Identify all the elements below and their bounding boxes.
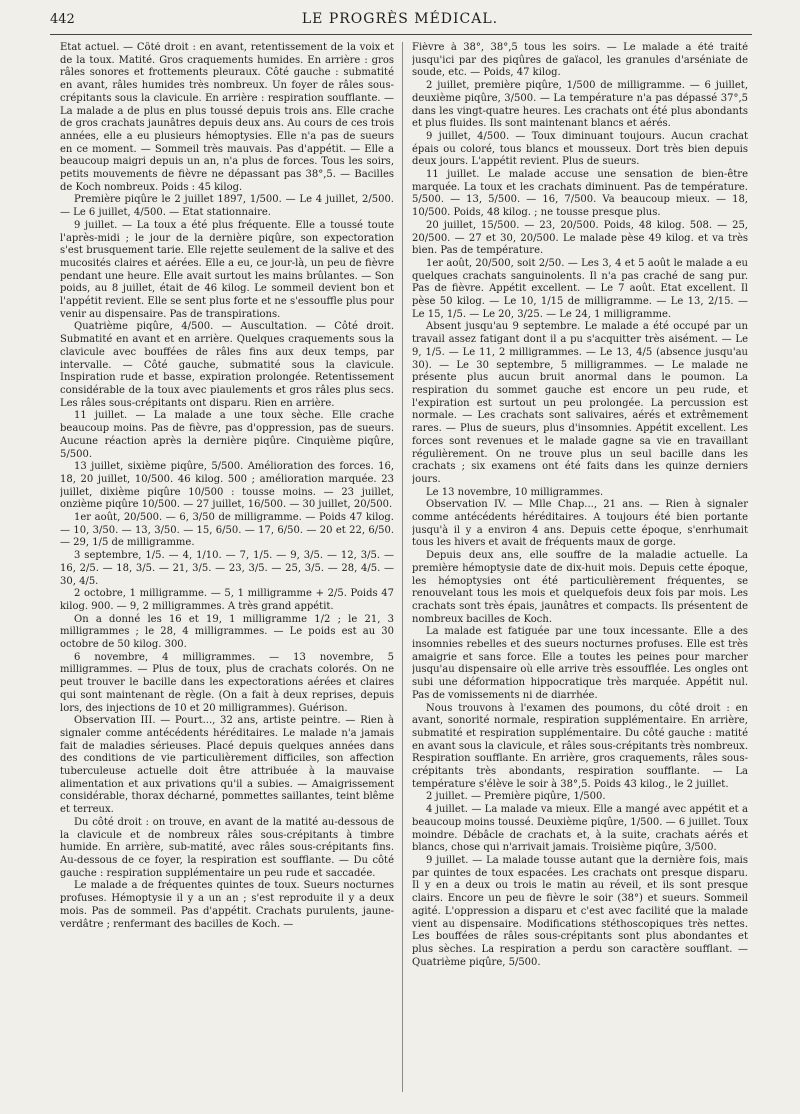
paragraph: 9 juillet, 4/500. — Toux diminuant toujours. Aucun crachat épais ou coloré, tous blancs et mousseux. Dort très bien depuis deux jours. L'appétit revient. Plus de sueurs. bbox=[412, 130, 748, 168]
paragraph: 11 juillet. — La malade a une toux sèche. Elle crache beaucoup moins. Pas de fièvre, pas d'oppression, pas de sueurs. Aucune réaction après la dernière piqûre. Cinquième piqûre, 5/500. bbox=[60, 410, 394, 460]
paragraph: 2 juillet. — Première piqûre, 1/500. bbox=[426, 791, 606, 803]
paragraph: 2 juillet, première piqûre, 1/500 de milligramme. — 6 juillet, deuxième piqûre, 3/500. — La température n'a pas dépassé 37°,5 dans les vingt-quatre heures. Les crachats ont été plus abondants et plus fluides. Ils sont maintenant blancs et aérés. bbox=[412, 80, 748, 130]
paragraph: 20 juillet, 15/500. — 23, 20/500. Poids, 48 kilog. 508. — 25, 20/500. — 27 et 30, 20/500. Le malade pèse 49 kilog. et va très bien. Pas de température. bbox=[412, 219, 748, 257]
paragraph: 6 novembre, 4 milligrammes. — 13 novembre, 5 milligrammes. — Plus de toux, plus de crachats colorés. On ne peut trouver le bacille dans les expectorations aérées et claires qui sont maintenant de règle. (On a fait à deux reprises, depuis lors, des injections de 10 et 20 milligrammes). Guérison. bbox=[60, 651, 394, 714]
paragraph: Première piqûre le 2 juillet 1897, 1/500. — Le 4 juillet, 2/500. — Le 6 juillet, 4/500. — Etat stationnaire. bbox=[60, 194, 394, 219]
paragraph: Le 13 novembre, 10 milligrammes. bbox=[426, 486, 604, 498]
paragraph: Absent jusqu'au 9 septembre. Le malade a été occupé par un travail assez fatigant dont il a pu s'acquitter très aisément. — Le 9, 1/5. — Le 11, 2 milligrammes. — Le 13, 4/5 (absence jusqu'au 30). — Le 30 septembre, 5 milligrammes. — Le malade ne présente plus aucun bruit anormal dans le poumon. La respiration du sommet gauche est encore un peu rude, et l'expiration est surtout un peu prolongée. La percussion est normale. — Les crachats sont salivaires, aérés et extrêmement rares. — Plus de sueurs, plus d'insomnies. Appétit excellent. Les forces sont revenues et le malade gagne sa vie en travaillant régulièrement. On ne trouve plus un seul bacille dans les crachats ; six examens ont été faits dans les quinze derniers jours. bbox=[412, 321, 748, 485]
page-header bbox=[50, 8, 750, 32]
paragraph: Le malade a de fréquentes quintes de toux. Sueurs nocturnes profuses. Hémoptysie il y a un an ; s'est reproduite il y a deux mois. Pas de sommeil. Pas d'appétit. Crachats purulents, jaune-verdâtre ; renfermant des bacilles de Koch. — bbox=[60, 880, 394, 930]
header-rule bbox=[50, 34, 752, 35]
paragraph: Etat actuel. — Côté droit : en avant, retentissement de la voix et de la toux. Matité. Gros craquements humides. En arrière : gros râles sonores et frottements pleuraux. Côté gauche : submatité en avant, râles humides très nombreux. Un foyer de râles sous-crépitants sous la clavicule. En arrière : respiration soufflante. — La malade a de plus en plus toussé depuis trois ans. Elle crache de gros crachats jaunâtres depuis deux ans. Au cours de ces trois années, elle a eu plusieurs hémoptysies. Elle n'a pas de sueurs en ce moment. — Sommeil très mauvais. Pas d'appétit. — Elle a beaucoup maigri depuis un an, n'a plus de forces. Tous les soirs, petits mouvements de fièvre ne dépassant pas 38°,5. — Bacilles de Koch nombreux. Poids : 45 kilog. bbox=[60, 42, 394, 193]
right-column bbox=[412, 42, 748, 1104]
paragraph: 2 octobre, 1 milligramme. — 5, 1 milligramme + 2/5. Poids 47 kilog. 900. — 9, 2 milligrammes. A très grand appétit. bbox=[60, 588, 394, 612]
paragraph: On a donné les 16 et 19, 1 milligramme 1/2 ; le 21, 3 milligrammes ; le 28, 4 milligrammes. — Le poids est au 30 octobre de 50 kilog. 300. bbox=[60, 613, 394, 651]
page-number: 442 bbox=[50, 12, 75, 27]
paragraph: 11 juillet. Le malade accuse une sensation de bien-être marquée. La toux et les crachats diminuent. Pas de température. 5/500. — 13, 5/500. — 16, 7/500. Va beaucoup mieux. — 18, 10/500. Poids, 48 kilog. ; ne tousse presque plus. bbox=[412, 169, 748, 219]
paragraph: Quatrième piqûre, 4/500. — Auscultation. — Côté droit. Submatité en avant et en arrière. Quelques craquements sous la clavicule avec bouffées de râles fins aux deux temps, par intervalle. — Côté gauche, submatité sous la clavicule. Inspiration rude et basse, expiration prolongée. Retentissement considérable de la toux avec piaulements et gros râles plus secs. Les râles sous-crépitants ont disparu. Rien en arrière. bbox=[60, 321, 394, 409]
paragraph: 13 juillet, sixième piqûre, 5/500. Amélioration des forces. 16, 18, 20 juillet, 10/500. 46 kilog. 500 ; amélioration marquée. 23 juillet, dixième piqûre 10/500 : tousse moins. — 23 juillet, onzième piqûre 10/500. — 27 juillet, 16/500. — 30 juillet, 20/500. bbox=[60, 461, 394, 511]
paragraph: Fièvre à 38°, 38°,5 tous les soirs. — Le malade a été traité jusqu'ici par des piqûres de gaïacol, les granules d'arséniate de soude, etc. — Poids, 47 kilog. bbox=[412, 42, 748, 79]
column-divider bbox=[402, 42, 403, 1092]
paragraph: 1er août, 20/500. — 6, 3/50 de milligramme. — Poids 47 kilog. — 10, 3/50. — 13, 3/50. — 15, 6/50. — 17, 6/50. — 20 et 22, 6/50. — 29, 1/5 de milligramme. bbox=[60, 512, 394, 549]
paragraph: 3 septembre, 1/5. — 4, 1/10. — 7, 1/5. — 9, 3/5. — 12, 3/5. — 16, 2/5. — 18, 3/5. — 21, 3/5. — 23, 3/5. — 25, 3/5. — 28, 4/5. — 30, 4/5. bbox=[60, 550, 394, 587]
journal-title: LE PROGRÈS MÉDICAL. bbox=[301, 11, 499, 27]
paragraph: Nous trouvons à l'examen des poumons, du côté droit : en avant, sonorité normale, respiration supplémentaire. En arrière, submatité et respiration supplémentaire. Du côté gauche : matité en avant sous la clavicule, et râles sous-crépitants très nombreux. Respiration soufflante. En arrière, gros craquements, râles sous-crépitants très abondants, respiration soufflante. — La température s'élève le soir à 38°,5. Poids 43 kilog., le 2 juillet. bbox=[412, 702, 748, 790]
paragraph: 4 juillet. — La malade va mieux. Elle a mangé avec appétit et a beaucoup moins toussé. Deuxième piqûre, 1/500. — 6 juillet. Toux moindre. Débâcle de crachats et, à la suite, crachats aérés et blancs, chose qui n'arrivait jamais. Troisième piqûre, 3/500. bbox=[412, 804, 748, 854]
paragraph: Depuis deux ans, elle souffre de la maladie actuelle. La première hémoptysie date de dix-huit mois. Depuis cette époque, les hémoptysies ont été particulièrement fréquentes, se renouvelant tous les mois et quelquefois deux fois par mois. Les crachats sont très épais, jaunâtres et compacts. Ils présentent de nombreux bacilles de Koch. bbox=[412, 550, 748, 625]
paragraph: Du côté droit : on trouve, en avant de la matité au-dessous de la clavicule et de nombreux râles sous-crépitants à timbre humide. En arrière, sub-matité, avec râles sous-crépitants fins. Au-dessous de ce foyer, la respiration est soufflante. — Du côté gauche : respiration supplémentaire un peu rude et saccadée. bbox=[60, 816, 394, 879]
paragraph: La malade est fatiguée par une toux incessante. Elle a des insomnies rebelles et des sueurs nocturnes profuses. Elle est très amaigrie et sans force. Elle a toutes les peines pour marcher jusqu'au dispensaire où elle arrive très essoufflée. Les ongles ont subi une déformation hippocratique très marquée. Appétit nul. Pas de vomissements ni de diarrhée. bbox=[412, 626, 748, 701]
observation-paragraph: Observation III. — Pourt..., 32 ans, artiste peintre. — Rien à signaler comme antécédents héréditaires. Le malade n'a jamais fait de maladies sérieuses. Placé depuis quelques années dans des conditions de vie particulièrement difficiles, son affection tuberculeuse actuelle doit être attribuée à la mauvaise alimentation et aux privations qu'il a subies. — Amaigrissement considérable, thorax décharné, pommettes saillantes, teint blême et terreux. bbox=[60, 715, 394, 816]
left-column bbox=[60, 42, 394, 1104]
paragraph: 1er août, 20/500, soit 2/50. — Les 3, 4 et 5 août le malade a eu quelques crachats sanguinolents. Il n'a pas craché de sang pur. Pas de fièvre. Appétit excellent. — Le 7 août. Etat excellent. Il pèse 50 kilog. — Le 10, 1/15 de milligramme. — Le 13, 2/15. — Le 15, 1/5. — Le 20, 3/25. — Le 24, 1 milligramme. bbox=[412, 257, 748, 320]
observation-paragraph: Observation IV. — Mlle Chap..., 21 ans. — Rien à signaler comme antécédents héréditaires. A toujours été bien portante jusqu'à il y a environ 4 ans. Depuis cette époque, s'enrhumait tous les hivers et avait de fréquents maux de gorge. bbox=[412, 499, 748, 549]
paragraph: 9 juillet. — La toux a été plus fréquente. Elle a toussé toute l'après-midi ; le jour de la dernière piqûre, son expectoration s'est brusquement tarie. Elle rejette seulement de la salive et des mucosités claires et aérées. Elle a eu, ce jour-là, un peu de fièvre pendant une heure. Elle avait surtout les mains brûlantes. — Son poids, au 8 juillet, était de 46 kilog. Le sommeil devient bon et l'appétit revient. Elle se sent plus forte et ne s'essouffle plus pour venir au dispensaire. Pas de transpirations. bbox=[60, 219, 394, 320]
paragraph: 9 juillet. — La malade tousse autant que la dernière fois, mais par quintes de toux espacées. Les crachats ont presque disparu. Il y en a deux ou trois le matin au réveil, et ils sont presque clairs. Encore un peu de fièvre le soir (38°) et sueurs. Sommeil agité. L'oppression a disparu et c'est avec facilité que la malade vient au dispensaire. Modifications stéthoscopiques très nettes. Les bouffées de râles sous-crépitants sont plus abondantes et plus sèches. La respiration a perdu son caractère soufflant. — Quatrième piqûre, 5/500. bbox=[412, 855, 748, 968]
